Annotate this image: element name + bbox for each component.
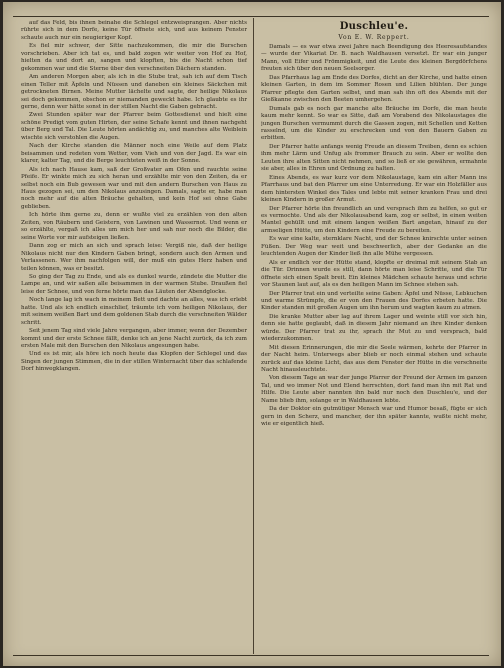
article-paragraph: Der Pfarrer hatte anfangs wenig Freude an diesem Treiben, denn es schien ihm mehr Lärm und Unfug als frommer Brauch zu sein. Aber er wollte den Leuten ihre alten Sitten nicht nehmen, und so ließ er sie gewähren, ermahnte sie aber, alles in Ehren und Ordnung zu halten. — [261, 143, 487, 173]
article-paragraph: Als er endlich vor der Hütte stand, klopfte er dreimal mit seinem Stab an die Tür. Drinnen wurde es still, dann hörte man leise Schritte, und die Tür öffnete sich einen Spalt breit. Ein kleines Mädchen schaute heraus und schrie vor Staunen laut auf, als es den heiligen Mann im Schnee stehen sah. — [261, 259, 487, 289]
article-paragraph: auf das Feld, bis ihnen beinahe die Schlegel entzweisprangen. Aber nichts rührte sich in dem Dorfe, keine Tür öffnete sich, und aus keinem Fenster schaute auch nur ein neugieriger Kopf. — [21, 20, 247, 41]
article-paragraph: Ich hörte ihm gerne zu, denn er wußte viel zu erzählen von den alten Zeiten, von Räubern und Geistern, von Lawinen und Wassernot. Und wenn er so erzählte, vergaß ich alles um mich her und sah nur noch die Bilder, die seine Worte vor mir aufsteigen ließen. — [21, 212, 247, 241]
article-paragraph: Mit diesen Erinnerungen, die mir die Seele wärmen, kehrte der Pfarrer in der Nacht heim. Unterwegs aber blieb er noch einmal stehen und schaute zurück auf das kleine Licht, das aus dem Fenster der Hütte in die verschneite Nacht hinausleuchtete. — [261, 344, 487, 374]
article-paragraph: Dann zog er mich an sich und sprach leise: Vergiß nie, daß der heilige Nikolaus nicht nur den Kindern Gaben bringt, sondern auch den Armen und Verlassenen. Wer ihm nachfolgen will, der muß ein gutes Herz haben und teilen können, was er besitzt. — [21, 243, 247, 272]
article-paragraph: Es war eine kalte, sternklare Nacht, und der Schnee knirschte unter seinen Füßen. Der Weg war weit und beschwerlich, aber der Gedanke an die leuchtenden Augen der Kinder ließ ihn alle Mühe vergessen. — [261, 236, 487, 258]
article-paragraph: Noch lange lag ich wach in meinem Bett und dachte an alles, was ich erlebt hatte. Und als ich endlich einschlief, träumte ich vom heiligen Nikolaus, der mit seinem weißen Bart und dem goldenen Stab durch die verschneiten Wälder schritt. — [21, 297, 247, 326]
newspaper-page — [3, 2, 501, 666]
article-paragraph: Und es ist mir, als höre ich noch heute das Klopfen der Schlegel und das Singen der jungen Stimmen, die in der stillen Winternacht über das schlafende Dorf hinwegklangen. — [21, 351, 247, 373]
story-title: Duschleu'e. — [339, 21, 409, 32]
story-byline: Von E. W. Reppert. — [338, 34, 410, 41]
article-paragraph: Es fiel mir schwer, der Sitte nachzukommen, die mir die Burschen vorschrieben. Aber ich tat es, und bald zogen wir weiter von Hof zu Hof, hielten da und dort an, sangen und klopften, bis die Nacht schon tief gekommen war und die Sterne über den verschneiten Dächern standen. — [21, 43, 247, 72]
article-paragraph: Nach der Kirche standen die Männer noch eine Weile auf dem Platz beisammen und redeten vom Wetter, vom Vieh und von der Jagd. Es war ein klarer, kalter Tag, und die Berge leuchteten weiß in der Sonne. — [21, 143, 247, 165]
article-paragraph: Von diesem Tage an war der junge Pfarrer der Freund der Armen im ganzen Tal, und wo immer Not und Elend herrschten, dort fand man ihn mit Rat und Hilfe. Die Leute aber nannten ihn bald nur noch den Duschleu'e, und der Name blieb ihm, solange er in Waldhausen lebte. — [261, 375, 487, 404]
article-paragraph: So ging der Tag zu Ende, und als es dunkel wurde, zündete die Mutter die Lampe an, und wir saßen alle beisammen in der warmen Stube. Draußen fiel leise der Schnee, und von ferne hörte man das Läuten der Abendglocke. — [21, 273, 247, 295]
left-column — [21, 20, 247, 652]
article-paragraph: Die kranke Mutter aber lag auf ihrem Lager und weinte still vor sich hin, denn sie hatte geglaubt, daß in diesem Jahr niemand an ihre Kinder denken würde. Der Pfarrer trat zu ihr, sprach ihr Mut zu und versprach, bald wiederzukommen. — [261, 313, 487, 343]
article-paragraph: Zwei Stunden später war der Pfarrer beim Gottesdienst und hielt eine schöne Predigt vom guten Hirten, der seine Schafe kennt und ihnen nachgeht über Berg und Tal. Die Leute hörten andächtig zu, und manches alte Weiblein wischte sich verstohlen die Augen. — [21, 112, 247, 141]
article-paragraph: Der Pfarrer trat ein und verteilte seine Gaben: Äpfel und Nüsse, Lebkuchen und warme Strümpfe, die er von den Frauen des Dorfes erbeten hatte. Die Kinder standen mit großen Augen um ihn herum und wagten kaum zu atmen. — [261, 290, 487, 312]
article-paragraph: Dumals gab es noch gar manche alte Bräuche im Dorfe, die man heute kaum mehr kennt. So war es Sitte, daß am Vorabend des Nikolaustages die jungen Burschen vermummt durch die Gassen zogen, mit Schellen und Ketten rasselnd, um die Kinder zu erschrecken und von den Bauern Gaben zu erbitten. — [261, 105, 487, 142]
article-paragraph: Da der Doktor ein gutmütiger Mensch war und Humor besaß, fügte er sich gern in den Scherz, und mancher, der ihn später kannte, wußte nicht mehr, wie er eigentlich hieß. — [261, 406, 487, 428]
article-paragraph: Am anderen Morgen aber, als ich in die Stube trat, sah ich auf dem Tisch einen Teller mit Äpfeln und Nüssen und daneben ein kleines Säckchen mit getrockneten Birnen. Meine Mutter lächelte und sagte, der heilige Nikolaus sei doch gekommen, obschon er niemanden geweckt habe. Ich glaubte es ihr gerne, denn wer hätte sonst in der stillen Nacht die Gaben gebracht. — [21, 74, 247, 110]
article-paragraph: Der Pfarrer hörte ihn freundlich an und versprach ihm zu helfen, so gut er es vermochte. Und als der Nikolausabend kam, zog er selbst, in einen weiten Mantel gehüllt und mit einem langen weißen Bart angetan, hinauf zu der armseligen Hütte, um den Kindern eine Freude zu bereiten. — [261, 205, 487, 234]
article-paragraph: Als ich nach Hause kam, saß der Großvater am Ofen und rauchte seine Pfeife. Er winkte mich zu sich heran und erzählte mir von den Zeiten, da er selbst noch ein Bub gewesen war und mit den andern Burschen von Haus zu Haus gezogen sei, um den Nikolaus anzusingen. Damals, sagte er, habe man noch mehr auf die alten Bräuche gehalten, und kein Hof sei ohne Gabe geblieben. — [21, 166, 247, 210]
right-column — [261, 20, 487, 652]
article-paragraph: Eines Abends, es war kurz vor dem Nikolaustage, kam ein alter Mann ins Pfarrhaus und bat den Pfarrer um eine Unterredung. Er war ein Holzfäller aus dem hintersten Winkel des Tales und lebte mit seiner kranken Frau und drei kleinen Kindern in großer Armut. — [261, 174, 487, 204]
article-paragraph: Das Pfarrhaus lag am Ende des Dorfes, dicht an der Kirche, und hatte einen kleinen Garten, in dem im Sommer Rosen und Lilien blühten. Der junge Pfarrer pflegte den Garten selbst, und man sah ihn oft des Abends mit der Gießkanne zwischen den Beeten umhergehen. — [261, 74, 487, 104]
article-paragraph: Damals — es war etwa zwei Jahre nach Beendigung des Heeresaufstandes — wurde der Vikariat Dr. B. nach Waldhausen versetzt. Er war ein junger Mann, voll Eifer und Frömmigkeit, und die Leute des kleinen Bergdörfchens freuten sich über den neuen Seelsorger. — [261, 44, 487, 73]
article-paragraph: Seit jenem Tag sind viele Jahre vergangen, aber immer, wenn der Dezember kommt und der erste Schnee fällt, denke ich an jene Nacht zurück, da ich zum ersten Male mit den Burschen den Nikolaus angesungen habe. — [21, 328, 247, 350]
column-divider — [253, 18, 254, 654]
